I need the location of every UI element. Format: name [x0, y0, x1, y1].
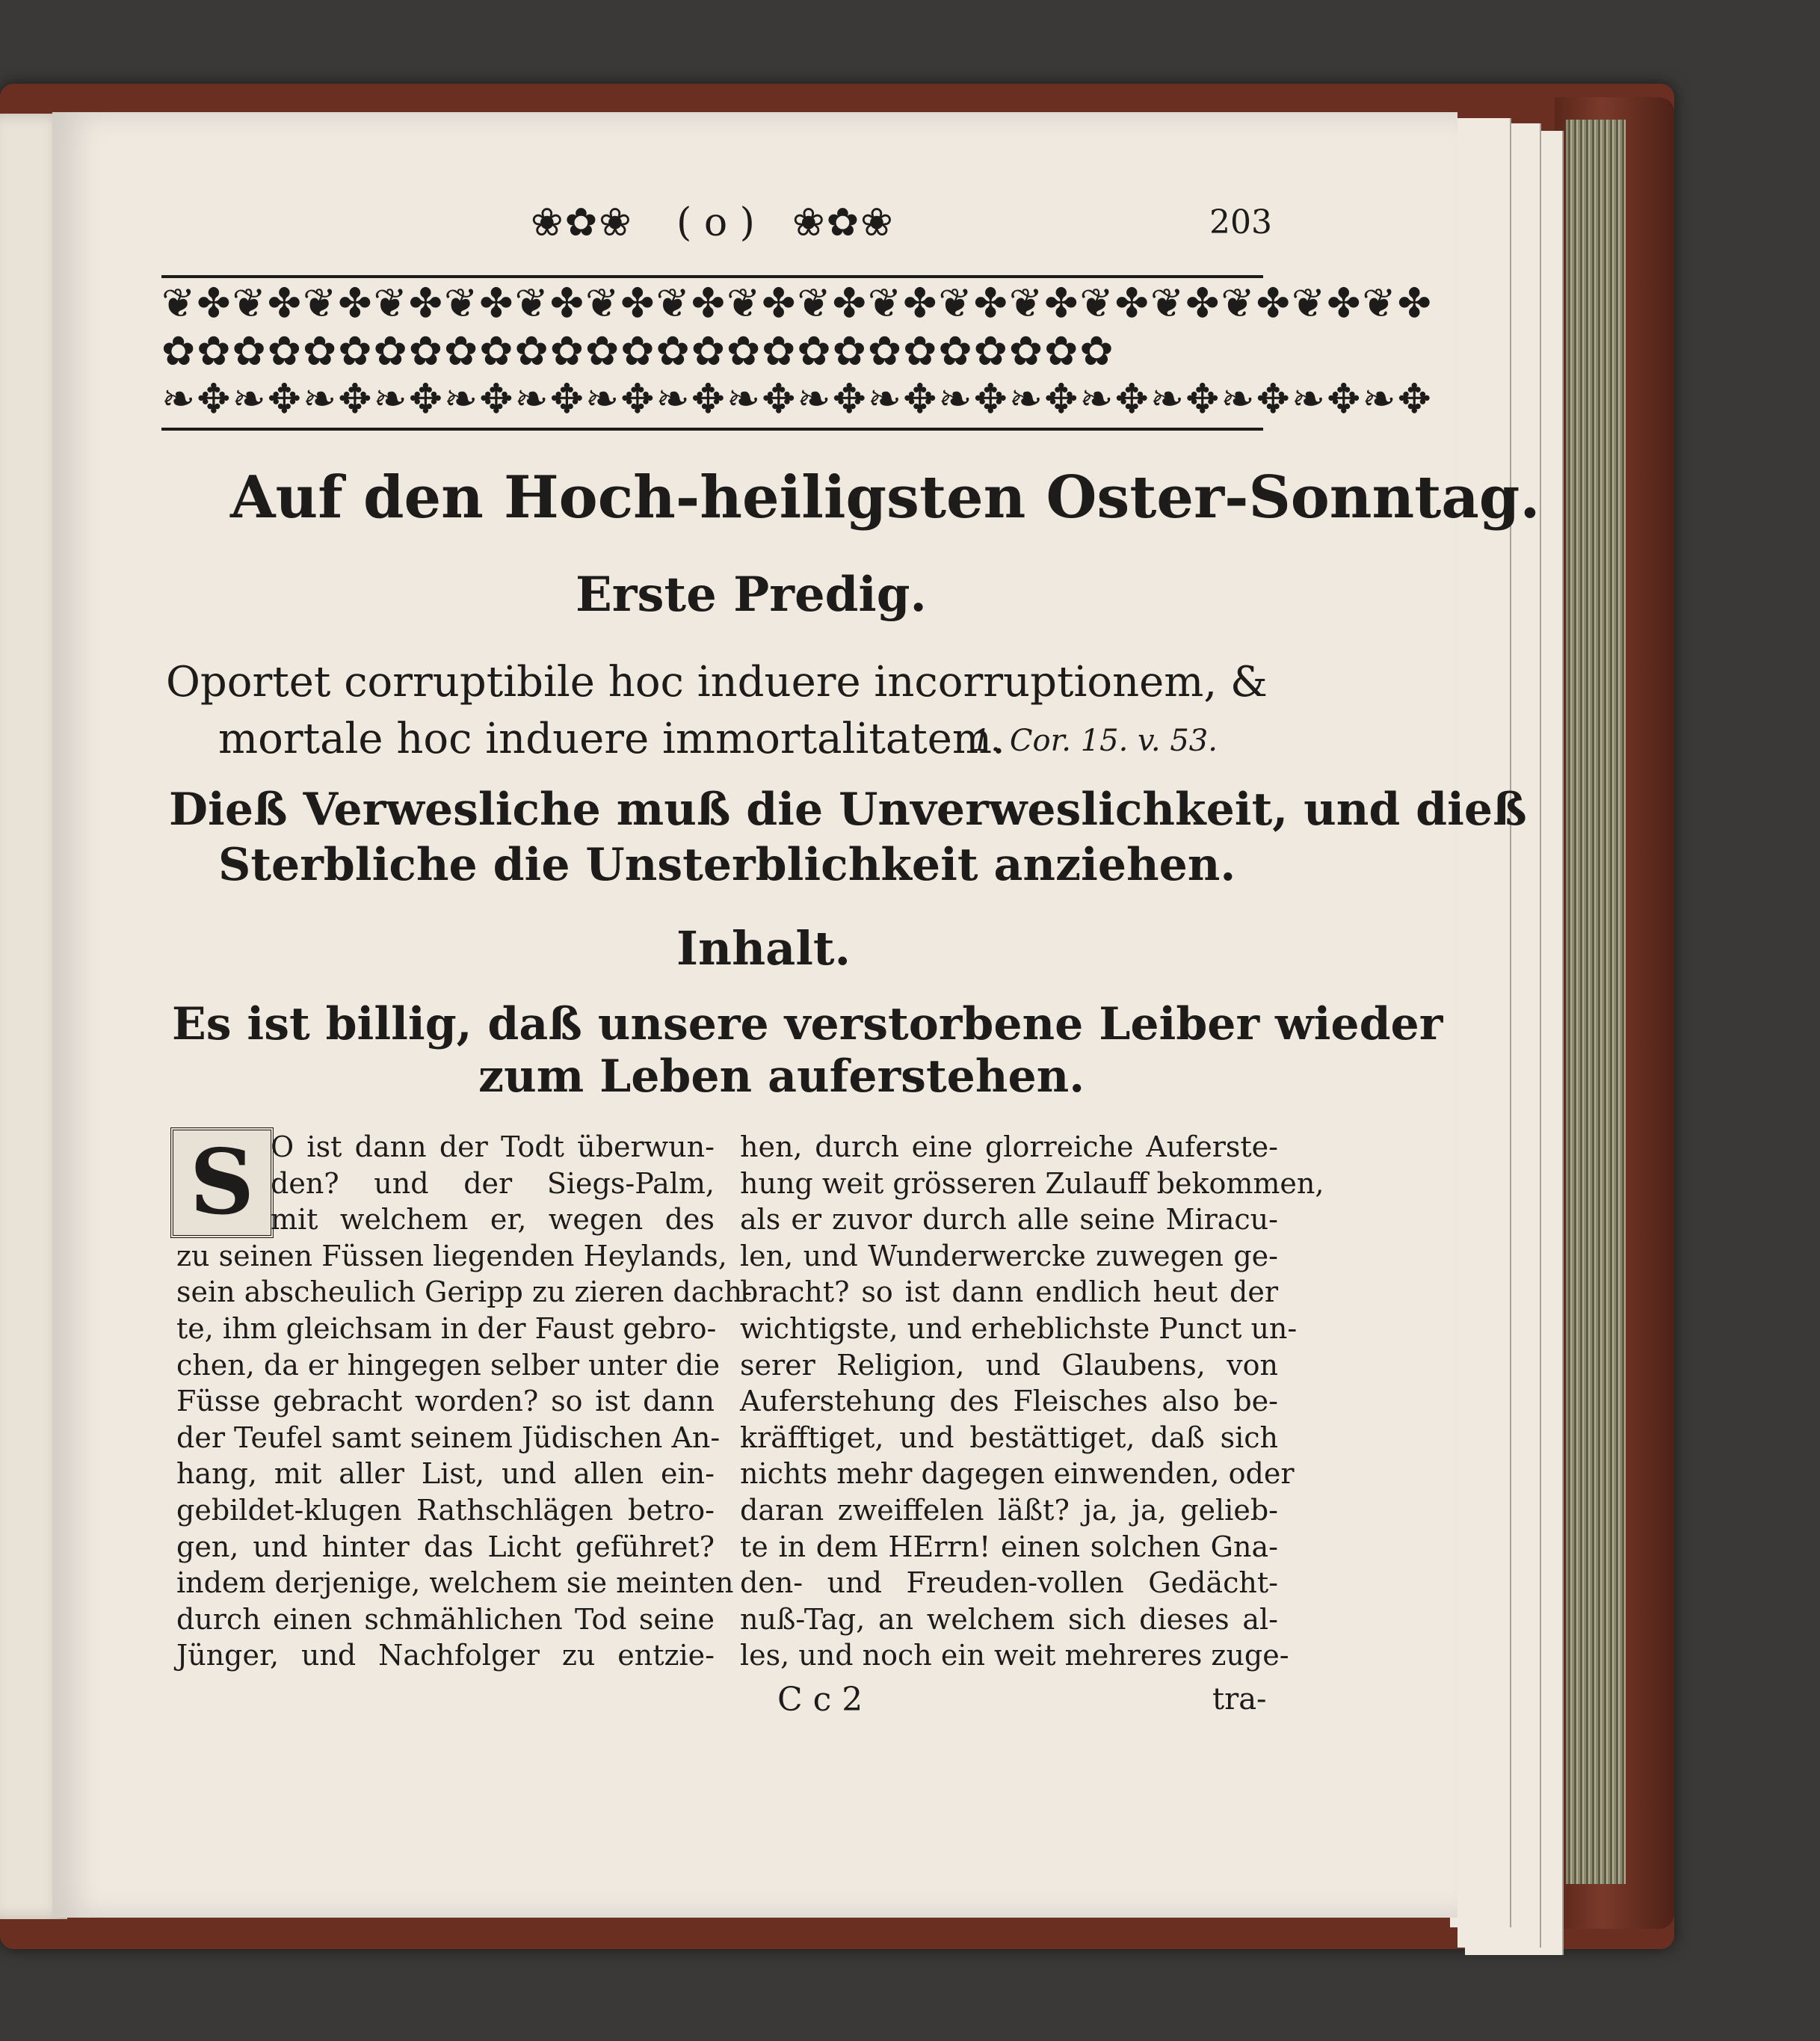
text-column-right	[740, 1129, 1324, 1674]
ornament-row: ❧✥❧✥❧✥❧✥❧✥❧✥❧✥❧✥❧✥❧✥❧✥❧✥❧✥❧✥❧✥❧✥❧✥❧✥	[161, 375, 1433, 422]
text-line: Auferstehung des Fleisches also be-	[740, 1385, 1278, 1418]
sermon-title: Auf den Hoch-heiligsten Oster-Sonntag.	[230, 464, 1540, 532]
signature-mark: C c 2	[777, 1681, 863, 1719]
text-line: te in dem HErrn! einen solchen Gna-	[740, 1530, 1278, 1563]
catchword: tra-	[1212, 1682, 1267, 1717]
text-line: chen, da er hingegen selber unter die	[176, 1348, 721, 1382]
german-verse-line: Sterbliche die Unsterblichkeit anziehen.	[218, 839, 1236, 891]
text-column-left	[176, 1129, 752, 1674]
text-line: bracht? so ist dann endlich heut der	[740, 1275, 1278, 1309]
text-line: nuß-Tag, an welchem sich dieses al-	[740, 1602, 1278, 1636]
german-verse-line: Dieß Verwesliche muß die Unverweslichkeit, und dieß	[169, 784, 1527, 836]
latin-verse-line: Oportet corruptibile hoc induere incorruptionem, &	[166, 658, 1268, 706]
text-line: Jünger, und Nachfolger zu entzie-	[176, 1639, 715, 1672]
text-line: len, und Wunderwercke zuwegen ge-	[740, 1239, 1278, 1272]
text-line: indem derjenige, welchem sie meinten	[176, 1566, 734, 1600]
text-line: der Teufel samt seinem Jüdischen An-	[176, 1420, 721, 1454]
text-line: durch einen schmählichen Tod seine	[176, 1602, 715, 1636]
text-line: gen, und hinter das Licht geführet?	[176, 1530, 715, 1563]
text-line: O ist dann der Todt überwun-	[271, 1130, 715, 1163]
summary-line: Es ist billig, daß unsere verstorbene Leiber wieder	[172, 998, 1443, 1050]
text-line: sein abscheulich Geripp zu zieren dach-	[176, 1275, 752, 1309]
bible-citation: 1. Cor. 15. v. 53.	[972, 724, 1218, 758]
text-line: serer Religion, und Glaubens, von	[740, 1348, 1278, 1382]
headpiece-ornament	[161, 275, 1433, 431]
text-line: den? und der Siegs-Palm,	[271, 1166, 715, 1200]
ornament-row: ✿✿✿✿✿✿✿✿✿✿✿✿✿✿✿✿✿✿✿✿✿✿✿✿✿✿✿	[161, 327, 1115, 375]
page-stack	[1450, 118, 1511, 1927]
text-line: gebildet-klugen Rathschlägen betro-	[176, 1493, 715, 1527]
text-line: wichtigste, und erheblichste Punct un-	[740, 1311, 1298, 1345]
drop-initial: S	[170, 1127, 274, 1238]
text-line: les, und noch ein weit mehreres zuge-	[740, 1639, 1289, 1672]
text-line: mit welchem er, wegen des	[271, 1203, 715, 1237]
text-line: Füsse gebracht worden? so ist dann	[176, 1385, 715, 1418]
page-edge-gilt	[1566, 120, 1626, 1884]
text-line: hen, durch eine glorreiche Auferste-	[740, 1130, 1278, 1163]
text-line: te, ihm gleichsam in der Faust gebro-	[176, 1311, 717, 1345]
summary-heading: Inhalt.	[676, 921, 851, 976]
text-line: als er zuvor durch alle seine Miracu-	[740, 1203, 1278, 1237]
text-line: hung weit grösseren Zulauff bekommen,	[740, 1166, 1324, 1200]
text-line: zu seinen Füssen liegenden Heylands,	[176, 1239, 727, 1272]
sermon-subtitle: Erste Predig.	[576, 567, 927, 623]
header-ornament-right: ❀✿❀	[792, 200, 895, 245]
ornament-row: ❦✤❦✤❦✤❦✤❦✤❦✤❦✤❦✤❦✤❦✤❦✤❦✤❦✤❦✤❦✤❦✤❦✤❦✤	[161, 280, 1433, 327]
page-number: 203	[1209, 203, 1272, 241]
text-line: hang, mit aller List, und allen ein-	[176, 1457, 715, 1491]
header-ornament-left: ❀✿❀	[531, 200, 633, 245]
summary-line: zum Leben auferstehen.	[478, 1050, 1085, 1103]
text-line: daran zweiffelen läßt? ja, ja, gelieb-	[740, 1493, 1278, 1527]
text-line: nichts mehr dagegen einwenden, oder	[740, 1457, 1295, 1491]
text-line: den- und Freuden-vollen Gedächt-	[740, 1566, 1278, 1600]
running-head: ( o )	[676, 200, 755, 245]
text-line: kräfftiget, und bestättiget, daß sich	[740, 1420, 1278, 1454]
latin-verse-line: mortale hoc induere immortalitatem.	[218, 715, 1005, 763]
